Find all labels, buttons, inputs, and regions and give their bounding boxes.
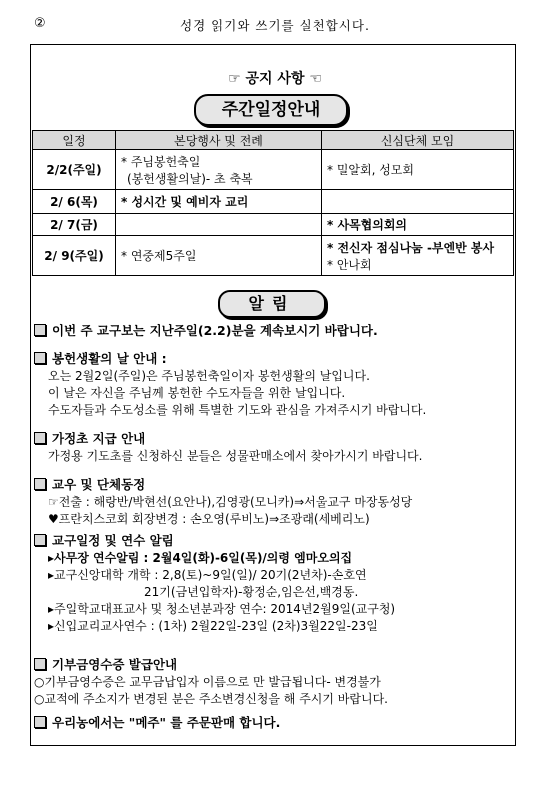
- row-date: 2/ 9(주일): [33, 236, 116, 276]
- members-section: [34, 476, 512, 528]
- section-line: ☞전출 : 해랑반/박현선(요안나),김영광(모니카)⇒서울교구 마장동성당: [48, 495, 413, 509]
- table-row: [33, 214, 514, 236]
- checkbox-icon: [34, 658, 46, 670]
- page-header: [0, 14, 550, 40]
- weekly-schedule-banner: 주간일정안내: [194, 94, 348, 126]
- row-group: * 사목협의회의: [322, 214, 514, 236]
- row-event: * 성시간 및 예비자 교리: [116, 190, 322, 214]
- page-number: ②: [34, 16, 46, 31]
- motto: 성경 읽기와 쓰기를 실천합시다.: [180, 18, 370, 33]
- section-line: ▸신입교리교사연수 : (1차) 2월22일-23일 (2차)3월22일-23일: [48, 619, 378, 633]
- checkbox-icon: [34, 478, 46, 490]
- section-title: 가정초 지급 안내: [52, 431, 146, 446]
- col-groups: 신심단체 모임: [322, 131, 514, 150]
- section-line: ♥프란치스코회 회장변경 : 손오영(루비노)⇒조광래(세베리노): [48, 512, 370, 526]
- notice-title: ☞ 공지 사항 ☜: [228, 71, 322, 87]
- training-section: [34, 532, 512, 635]
- section-title: 이번 주 교구보는 지난주일(2.2)분을 계속보시기 바랍니다.: [52, 323, 378, 338]
- checkbox-icon: [34, 716, 46, 728]
- schedule-table: [32, 130, 514, 276]
- row-date: 2/ 6(목): [33, 190, 116, 214]
- section-line: ○기부금영수증은 교무금납입자 이름으로 만 발급됩니다- 변경불가: [34, 675, 381, 689]
- group-line: * 전신자 점심나눔 -부엔반 봉사: [327, 240, 495, 255]
- row-group: [322, 190, 514, 214]
- schedule-header-row: [33, 131, 514, 150]
- section-line: ▸주일학교대표교사 및 청소년분과장 연수: 2014년2월9일(교구청): [48, 602, 396, 616]
- section-line: ▸사무장 연수알림 : 2월4일(화)-6일(목)/의령 엠마오의집: [48, 551, 353, 565]
- section-title: 우리농에서는 "메주" 를 주문판매 합니다.: [52, 715, 281, 730]
- checkbox-icon: [34, 432, 46, 444]
- event-line: * 주님봉헌축일: [121, 154, 201, 169]
- table-row: [33, 236, 514, 276]
- row-event: * 연중제5주일: [116, 236, 322, 276]
- section-title: 봉헌생활의 날 안내 :: [52, 351, 167, 366]
- row-date: 2/2(주일): [33, 150, 116, 190]
- row-event: [116, 150, 322, 190]
- table-row: [33, 150, 514, 190]
- section-title: 교우 및 단체동정: [52, 477, 146, 492]
- bulletin-notice: [34, 322, 512, 340]
- donation-section: [34, 656, 512, 708]
- group-line: * 안나회: [327, 257, 372, 272]
- section-title: 교구일정 및 연수 알림: [52, 533, 174, 548]
- row-group: * 밀알회, 성모회: [322, 150, 514, 190]
- row-date: 2/ 7(금): [33, 214, 116, 236]
- section-line: ▸교구신앙대학 개학 : 2,8(토)~9일(일)/ 20기(2년차)-손호연: [48, 568, 367, 582]
- event-line: (봉헌생활의날)- 초 축복: [127, 171, 253, 186]
- farmers-notice: [34, 714, 512, 732]
- section-line: 수도자들과 수도성소를 위해 특별한 기도와 관심을 가져주시기 바랍니다.: [48, 403, 427, 417]
- section-line: 오는 2월2일(주일)은 주님봉헌축일이자 봉헌생활의 날입니다.: [48, 369, 370, 383]
- checkbox-icon: [34, 534, 46, 546]
- row-group: [322, 236, 514, 276]
- section-line: 가정용 기도초를 신청하신 분들은 성물판매소에서 찾아가시기 바랍니다.: [48, 449, 423, 463]
- section-line: 21기(금년입학자)-황정순,임은선,백경동.: [144, 585, 359, 599]
- consecration-section: [34, 350, 512, 419]
- section-line: 이 날은 자신을 주님께 봉헌한 수도자들을 위한 날입니다.: [48, 386, 346, 400]
- col-date: 일정: [33, 131, 116, 150]
- table-row: [33, 190, 514, 214]
- news-banner: 알림: [218, 290, 326, 318]
- row-event: [116, 214, 322, 236]
- col-parish-events: 본당행사 및 전례: [116, 131, 322, 150]
- checkbox-icon: [34, 324, 46, 336]
- section-line: ○교적에 주소지가 변경된 분은 주소변경신청을 해 주시기 바랍니다.: [34, 692, 388, 706]
- section-title: 기부금영수증 발급안내: [52, 657, 178, 672]
- candles-section: [34, 430, 512, 465]
- checkbox-icon: [34, 352, 46, 364]
